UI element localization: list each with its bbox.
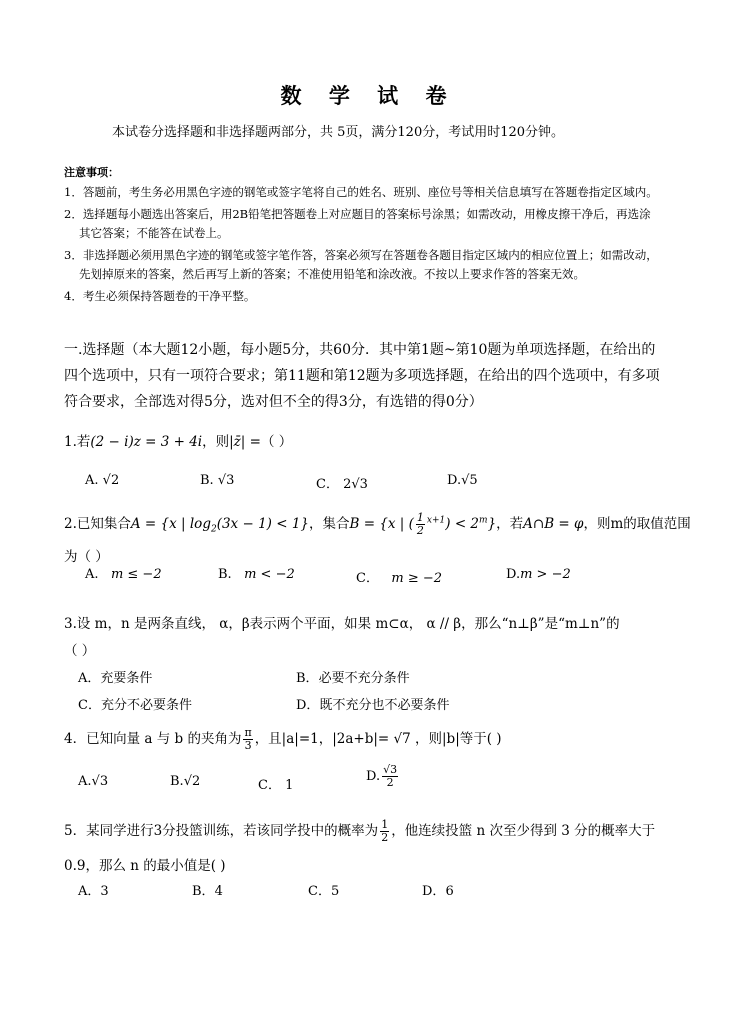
option-label: D． [422,884,446,899]
q3-option-b[interactable] [296,667,410,686]
q3-option-a[interactable] [78,667,152,686]
q2-condition: A∩B = φ [523,516,584,532]
q3-option-d[interactable] [296,694,449,713]
question-3: 3.设 m，n 是两条直线， α，β表示两个平面，如果 m⊂α， α // β，那么“n⊥β”是“m⊥n”的 [64,616,620,632]
q4-d-fraction: $\frac{√3}{2}$ [383,763,398,789]
option-label: A. [78,774,92,789]
question-4 [64,727,502,752]
intro-text: 本试卷分选择题和非选择题两部分，共 5页，满分120分，考试用时120分钟。 [112,125,565,140]
q5-option-a[interactable] [78,880,109,899]
q1-prefix: 1.若 [64,434,91,450]
q1-mid: ，则 [202,434,230,450]
q5-rest: ，他连续投篮 n 次至少得到 3 分的概率大于 [391,823,656,839]
option-label: B． [192,884,215,899]
question-5-line2: 0.9，那么 n 的最小值是( ) [64,858,226,874]
section-heading [64,337,676,415]
option-label: D. [366,769,381,784]
question-3-line2: （ ） [64,643,96,659]
option-label: D． [296,698,320,713]
option-label: D. [447,473,462,488]
option-value: m ≥ −2 [391,571,443,586]
q2-set-a: A = {x | $\log_2(3x - 1) < 1$} [130,516,309,535]
option-value: 1 [285,778,294,793]
q2-mid: ，集合 [309,516,350,532]
q1-abs: |z̄| = [229,434,261,450]
option-value: 5 [330,884,340,899]
q2-option-b[interactable] [218,567,295,582]
option-value: 4 [214,884,223,899]
q2-mid2: ，若 [496,516,524,532]
option-value: √5 [461,473,478,488]
q4-option-c[interactable] [258,774,293,793]
option-label: C． [356,571,379,586]
q2-option-a[interactable] [85,567,162,582]
note-line-cont: 其它答案；不能答在试卷上。 [79,226,229,240]
q5-option-b[interactable] [192,880,223,899]
option-value: 2√3 [343,477,368,492]
option-label: C． [308,884,331,899]
q1-option-a[interactable] [85,473,119,488]
option-value: 3 [100,884,109,899]
option-label: B. [170,774,184,789]
option-value: √3 [91,774,109,789]
note-line-cont: 先划掉原来的答案，然后再写上新的答案；不准使用铅笔和涂改液。不按以上要求作答的答案无效。 [79,267,585,281]
option-value: √2 [183,774,201,789]
option-label: A． [78,884,101,899]
option-value: m ≤ −2 [110,567,162,582]
q2-option-d[interactable] [506,567,571,582]
q5-prefix: 5．某同学进行3分投篮训练，若该同学投中的概率为 [64,823,379,839]
question-5 [64,819,655,844]
section-line: 四个选项中，只有一项符合要求；第11题和第12题为多项选择题，在给出的四个选项中，有多项 [64,368,660,384]
q5-option-c[interactable] [308,880,339,899]
notes-title: 注意事项： [64,166,119,179]
q2-prefix: 2.已知集合 [64,516,131,532]
option-label: B. [218,567,232,582]
q2-suffix: ，则m的取值范围 [583,516,691,532]
q4-option-d[interactable] [366,764,400,789]
q5-option-d[interactable] [422,880,454,899]
option-value: √2 [102,473,120,488]
section-line: 一.选择题（本大题12小题，每小题5分，共60分．其中第1题~第10题为单项选择题，在给出的 [64,342,656,358]
option-value: m < −2 [244,567,295,582]
option-value: 充要条件 [100,671,153,686]
q4-fraction: $\frac{\pi}{3}$ [244,726,252,752]
note-line: 3．非选择题必须用黑色字迹的钢笔或签字笔作答，答案必须写在答题卷各题目指定区域内的相应位置上；如需改动， [64,248,658,262]
q4-option-b[interactable] [170,774,200,789]
option-value: √3 [217,473,235,488]
option-label: A． [78,671,101,686]
q2-set-b: B = {x | ( $\frac{1}{2}$ $^{x+1}) < 2^m$} [349,511,497,537]
q1-paren: （ ） [260,434,293,450]
section-line: 符合要求，全部选对得5分，选对但不全的得3分，有选错的得0分） [64,394,483,410]
q1-option-d[interactable] [447,473,478,488]
q4-option-a[interactable] [78,774,108,789]
q3-option-c[interactable] [78,694,192,713]
option-value: 既不充分也不必要条件 [319,698,450,713]
question-2 [64,512,691,537]
note-line: 2．选择题每小题选出答案后，用2B铅笔把答题卷上对应题目的答案标号涂黑；如需改动，用橡皮擦干净后，再选涂 [64,207,651,221]
note-item-3 [64,246,684,284]
q4-prefix: 4．已知向量 a 与 b 的夹角为 [64,731,242,747]
q2-option-c[interactable] [356,567,442,586]
q1-option-c[interactable] [316,473,368,492]
note-item-2 [64,205,684,243]
note-line: 1．答题前，考生务必用黑色字迹的钢笔或签字笔将自己的姓名、班别、座位号等相关信息填写在答题卷指定区域内。 [64,185,658,199]
option-label: C． [78,698,101,713]
option-label: B． [296,671,319,686]
question-2-line2: 为（ ） [64,549,109,565]
page-title: 数 学 试 卷 [280,83,457,108]
note-item-1 [64,183,684,202]
q1-option-b[interactable] [200,473,234,488]
option-label: A. [85,473,99,488]
option-label: C． [316,477,339,492]
option-label: C． [258,778,281,793]
option-value: 充分不必要条件 [100,698,192,713]
option-value: 6 [445,884,454,899]
question-1 [64,430,292,450]
option-label: D. [506,567,521,582]
option-label: B. [200,473,214,488]
q5-fraction: $\frac{1}{2}$ [381,818,389,844]
option-value: 必要不充分条件 [318,671,410,686]
q4-rest: ，且|a|=1，|2a+b|= √7 ，则|b|等于( ) [254,731,502,747]
option-value: m > −2 [520,567,571,582]
option-label: A. [85,567,99,582]
note-line: 4．考生必须保持答题卷的干净平整。 [64,289,256,303]
q1-equation: (2 − i)z = 3 + 4i [90,434,203,450]
note-item-4 [64,287,684,306]
